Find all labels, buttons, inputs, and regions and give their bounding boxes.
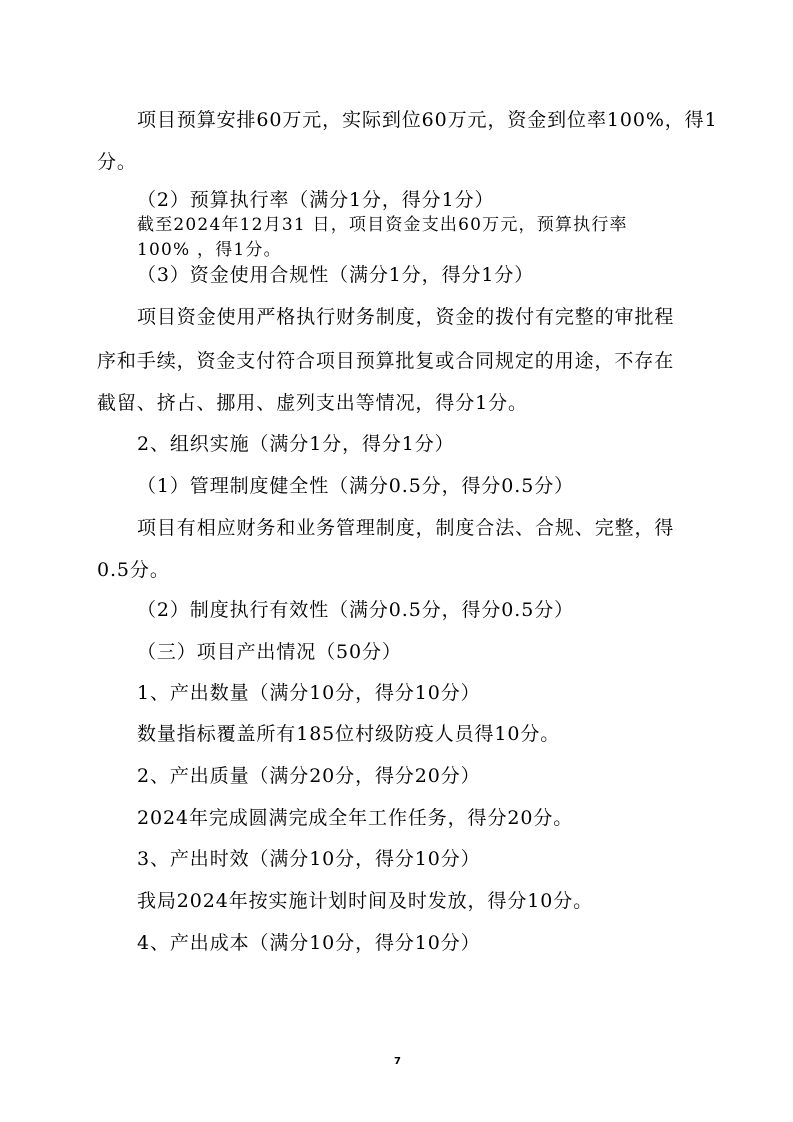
paragraph-output-timeliness: 我局2024年按实施计划时间及时发放，得分10分。 <box>137 890 594 912</box>
paragraph-fund-compliance: 截留、挤占、挪用、虚列支出等情况，得分1分。 <box>97 392 528 414</box>
paragraph-fund-compliance: 序和手续，资金支付符合项目预算批复或合同规定的用途，不存在 <box>97 350 675 372</box>
paragraph-fund-compliance: 项目资金使用严格执行财务制度，资金的拨付有完整的审批程 <box>137 306 675 328</box>
heading-output-cost: 4、产出成本（满分10分，得分10分） <box>137 932 481 954</box>
paragraph-output-quality: 2024年完成圆满完成全年工作任务，得分20分。 <box>137 807 574 829</box>
paragraph-management-system: 0.5分。 <box>97 559 170 581</box>
heading-output-quality: 2、产出质量（满分20分，得分20分） <box>137 765 481 787</box>
heading-organization: 2、组织实施（满分1分，得分1分） <box>137 433 455 455</box>
paragraph-output-quantity: 数量指标覆盖所有185位村级防疫人员得10分。 <box>137 723 561 745</box>
paragraph-execution-rate: 截至2024年12月31 日，项目资金支出60万元，预算执行率 <box>137 215 628 235</box>
paragraph-execution-rate: 100% ，得1分。 <box>137 240 282 260</box>
heading-output-quantity: 1、产出数量（满分10分，得分10分） <box>137 682 481 704</box>
page-number: 7 <box>394 1056 401 1067</box>
heading-output-timeliness: 3、产出时效（满分10分，得分10分） <box>137 848 481 870</box>
heading-management-system: （1）管理制度健全性（满分0.5分，得分0.5分） <box>137 475 575 497</box>
paragraph-budget-line: 分。 <box>97 151 137 173</box>
heading-output: （三）项目产出情况（50分） <box>137 641 402 663</box>
paragraph-management-system: 项目有相应财务和业务管理制度，制度合法、合规、完整，得 <box>137 517 675 539</box>
heading-fund-compliance: （3）资金使用合规性（满分1分，得分1分） <box>137 264 535 286</box>
heading-budget-execution-rate: （2）预算执行率（满分1分，得分1分） <box>137 189 495 211</box>
heading-system-effectiveness: （2）制度执行有效性（满分0.5分，得分0.5分） <box>137 599 575 621</box>
paragraph-budget-line: 项目预算安排60万元，实际到位60万元，资金到位率100%，得1 <box>137 109 718 131</box>
